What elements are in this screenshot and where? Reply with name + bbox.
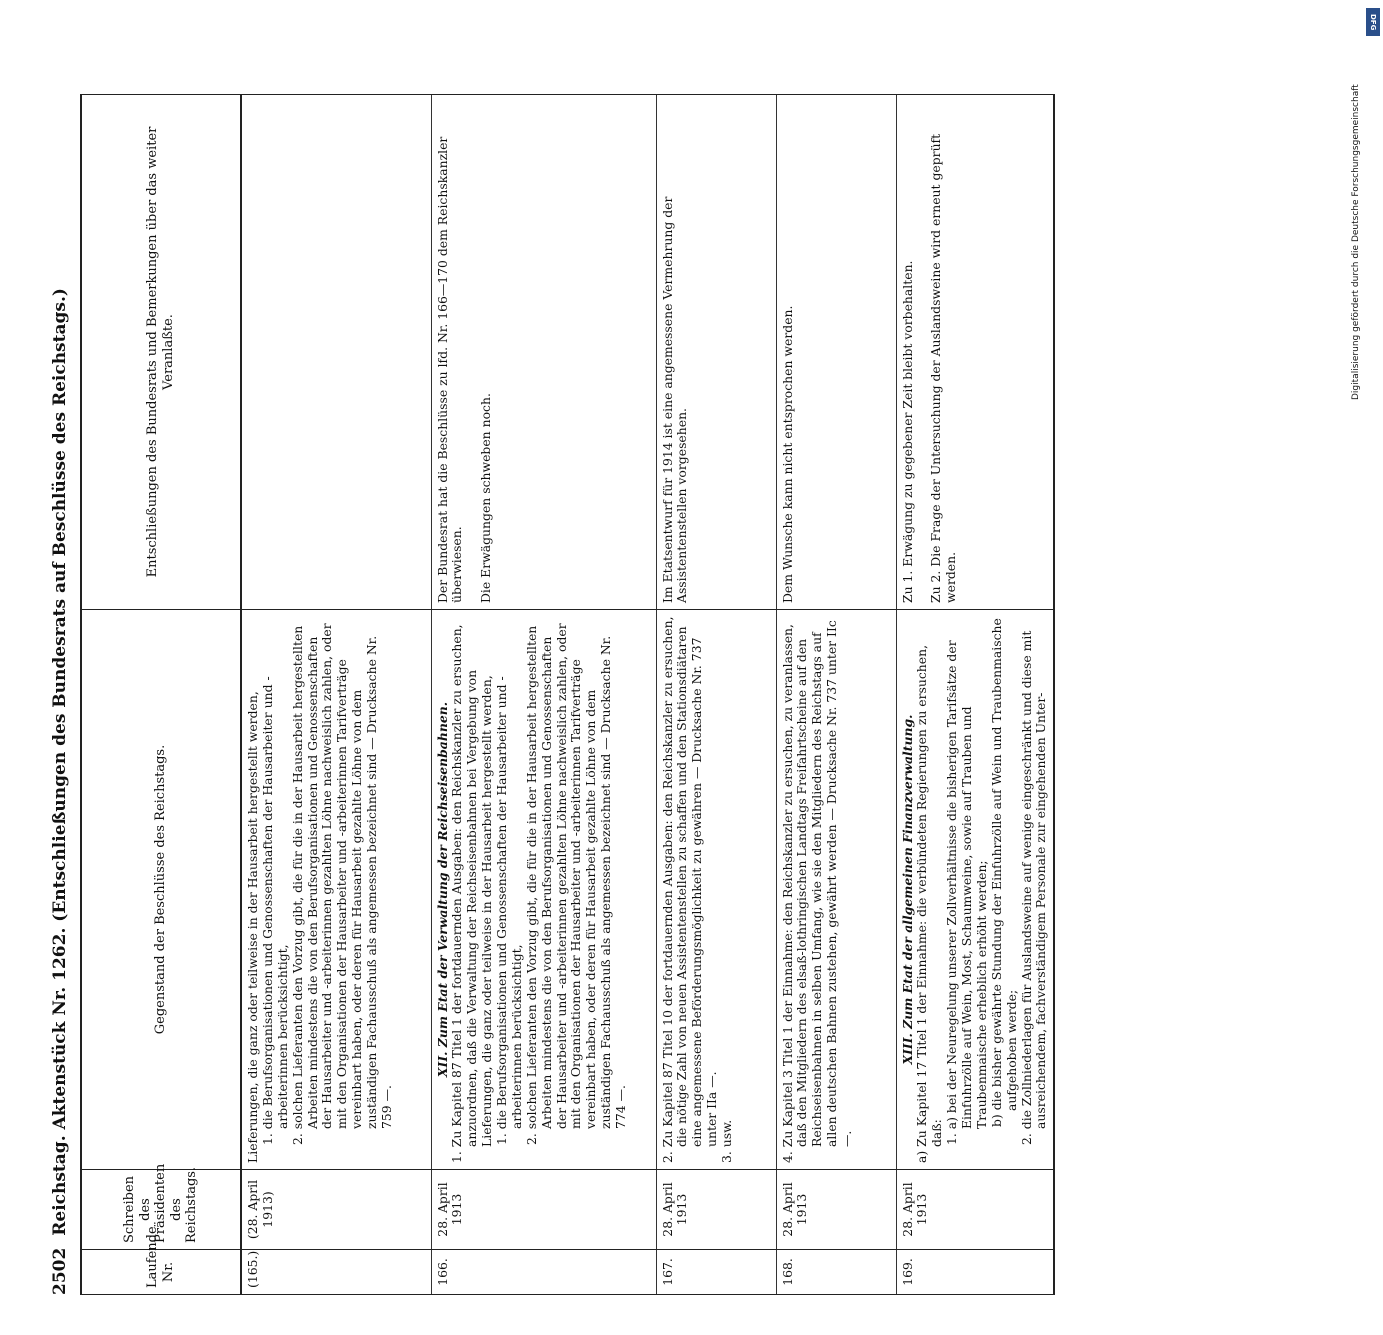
row-subject bbox=[896, 610, 1054, 1170]
remark-text: Dem Wunsche kann nicht entsprochen werden. bbox=[779, 305, 795, 603]
dfg-logo: DFG bbox=[1366, 8, 1380, 36]
table-header-row bbox=[81, 95, 241, 1295]
resolutions-table bbox=[80, 94, 1055, 1295]
row-date: 28. April 1913 bbox=[431, 1170, 656, 1250]
row-number: 166. bbox=[431, 1250, 656, 1295]
subject-line: b) die bisher gewährte Stundung der Einfuhrzölle auf Wein und Traubenmaische aufgehoben werde; bbox=[988, 618, 1019, 1127]
remark-text: Zu 2. Die Frage der Untersuchung der Auslandsweine wird erneut geprüft werden. bbox=[928, 133, 959, 603]
row-date: (28. April 1913) bbox=[241, 1170, 431, 1250]
row-subject bbox=[241, 610, 431, 1170]
subject-line: Lieferungen, die ganz oder teilweise in der Hausarbeit hergestellt werden, bbox=[245, 691, 260, 1163]
header-entschliessungen: Entschließungen des Bundesrats und Bemerkungen über das weiter Veranlaßte. bbox=[81, 95, 241, 610]
row-number: 168. bbox=[776, 1250, 896, 1295]
subject-line: 2. solchen Lieferanten den Vorzug gibt, die für die in der Hausarbeit hergestellten Arbeiten mindestens die von den Berufsorganisationen und Genossenschaften der Hausarbeiter und -arbeiterinnen gezahlten Löhne nachweislich zahlen, oder mit den Organisationen der Hausarbeiter und -arbeiterinnen Tarifverträge vereinbart haben, oder deren für Hausarbeit gezahlte Löhne von dem zuständigen Fachausschuß als angemessen bezeichnet sind — Drucksache Nr. 759 —. bbox=[289, 623, 394, 1145]
row-number: 169. bbox=[896, 1250, 1054, 1295]
row-remarks bbox=[241, 95, 431, 610]
row-number: 167. bbox=[656, 1250, 776, 1295]
row-date: 28. April 1913 bbox=[896, 1170, 1054, 1250]
running-head bbox=[50, 95, 80, 1295]
page-title: Reichstag. Aktenstück Nr. 1262. (Entschließungen des Bundesrats auf Beschlüsse des Reichstags.) bbox=[50, 288, 70, 1236]
subject-line: a) Zu Kapitel 17 Titel 1 der Einnahme: die verbündeten Regierungen zu ersuchen, daß: bbox=[914, 644, 945, 1163]
table-row bbox=[431, 95, 656, 1295]
subject-line: 4. Zu Kapitel 3 Titel 1 der Einnahme: den Reichskanzler zu ersuchen, zu veranlassen, daß den Mitgliedern des elsaß-lothringischen Landtags Freifahrtscheine auf den Reichseisenbahnen in selben Umfang, wie sie den Mitgliedern des Reichstags auf allen deutschen Bahnen zustehen, gewährt werden — Drucksache Nr. 737 unter IIc —. bbox=[779, 620, 854, 1163]
row-date: 28. April 1913 bbox=[656, 1170, 776, 1250]
section-heading: XII. Zum Etat der Verwaltung der Reichseisenbahnen. bbox=[434, 701, 450, 1078]
row-date: 28. April 1913 bbox=[776, 1170, 896, 1250]
row-number: (165.) bbox=[241, 1250, 431, 1295]
header-nr: Laufende Nr. bbox=[81, 1250, 241, 1295]
row-remarks bbox=[656, 95, 776, 610]
remark-text: Die Erwägungen schweben noch. bbox=[478, 393, 494, 603]
section-heading: XIII. Zum Etat der allgemeinen Finanzverwaltung. bbox=[899, 714, 915, 1065]
row-remarks bbox=[431, 95, 656, 610]
subject-line: 2. solchen Lieferanten den Vorzug gibt, die für die in der Hausarbeit hergestellten Arbeiten mindestens die von den Berufsorganisationen und Genossenschaften der Hausarbeiter und -arbeiterinnen gezahlten Löhne nachweislich zahlen, oder mit den Organisationen der Hausarbeiter und -arbeiterinnen Tarifverträge vereinbart haben, oder deren für Hausarbeit gezahlte Löhne von dem zuständigen Fachausschuß als angemessen bezeichnet sind — Drucksache Nr. 774 —. bbox=[523, 623, 628, 1145]
subject-line: 2. Zu Kapitel 87 Titel 10 der fortdauernden Ausgaben: den Reichskanzler zu ersuchen, die nötige Zahl von neuen Assistentenstellen zu schaffen und den Stationsdiätaren eine angemessene Beförderungsmöglichkeit zu gewähren — Drucksache Nr. 737 unter IIa —. bbox=[659, 616, 720, 1163]
remark-text: Zu 1. Erwägung zu gegebener Zeit bleibt vorbehalten. bbox=[899, 260, 915, 603]
subject-line: 2. die Zollniederlagen für Auslandsweine auf wenige eingeschränkt und diese mit ausreichendem, fachverständigem Personale zur eingehenden Unter- bbox=[1018, 630, 1049, 1145]
subject-line: 1. die Berufsorganisationen und Genossenschaften der Hausarbeiter und -arbeiterinnen berücksichtigt, bbox=[494, 676, 524, 1145]
subject-line: 1. die Berufsorganisationen und Genossenschaften der Hausarbeiter und -arbeiterinnen berücksichtigt, bbox=[259, 676, 290, 1145]
row-remarks bbox=[776, 95, 896, 610]
subject-line: 1. Zu Kapitel 87 Titel 1 der fortdauernden Ausgaben: den Reichskanzler zu ersuchen, anzuordnen, daß die Verwaltung der Reichseisenbahnen bei Vergebung von Lieferungen, die ganz oder teilweise in der Hausarbeit hergestellt werden, bbox=[449, 624, 495, 1163]
table-row bbox=[776, 95, 896, 1295]
header-gegenstand: Gegenstand der Beschlüsse des Reichstags. bbox=[81, 610, 241, 1170]
remark-text: Der Bundesrat hat die Beschlüsse zu lfd. Nr. 166—170 dem Reichskanzler überwiesen. bbox=[434, 136, 465, 603]
page-number: 2502 bbox=[50, 1247, 70, 1295]
header-schreiben: Schreiben des Präsidenten des Reichstags. bbox=[81, 1170, 241, 1250]
row-subject bbox=[431, 610, 656, 1170]
row-subject bbox=[776, 610, 896, 1170]
table-row bbox=[656, 95, 776, 1295]
subject-line: 3. usw. bbox=[719, 1119, 734, 1163]
table-row bbox=[896, 95, 1054, 1295]
row-remarks bbox=[896, 95, 1054, 610]
funding-note: Digitalisierung gefördert durch die Deutsche Forschungsgemeinschaft bbox=[1351, 84, 1361, 400]
rotated-page bbox=[50, 35, 1049, 1335]
remark-text: Im Etatsentwurf für 1914 ist eine angemessene Vermehrung der Assistentenstellen vorgesehen. bbox=[659, 196, 690, 603]
table-row bbox=[241, 95, 431, 1295]
subject-line: 1. a) bei der Neuregelung unserer Zollverhältnisse die bisherigen Tarifsätze der Einfuhrzölle auf Wein, Most, Schaumweine, sowie auf Trauben und Traubenmaische erheblich erhöht werden; bbox=[944, 640, 989, 1145]
row-subject bbox=[656, 610, 776, 1170]
